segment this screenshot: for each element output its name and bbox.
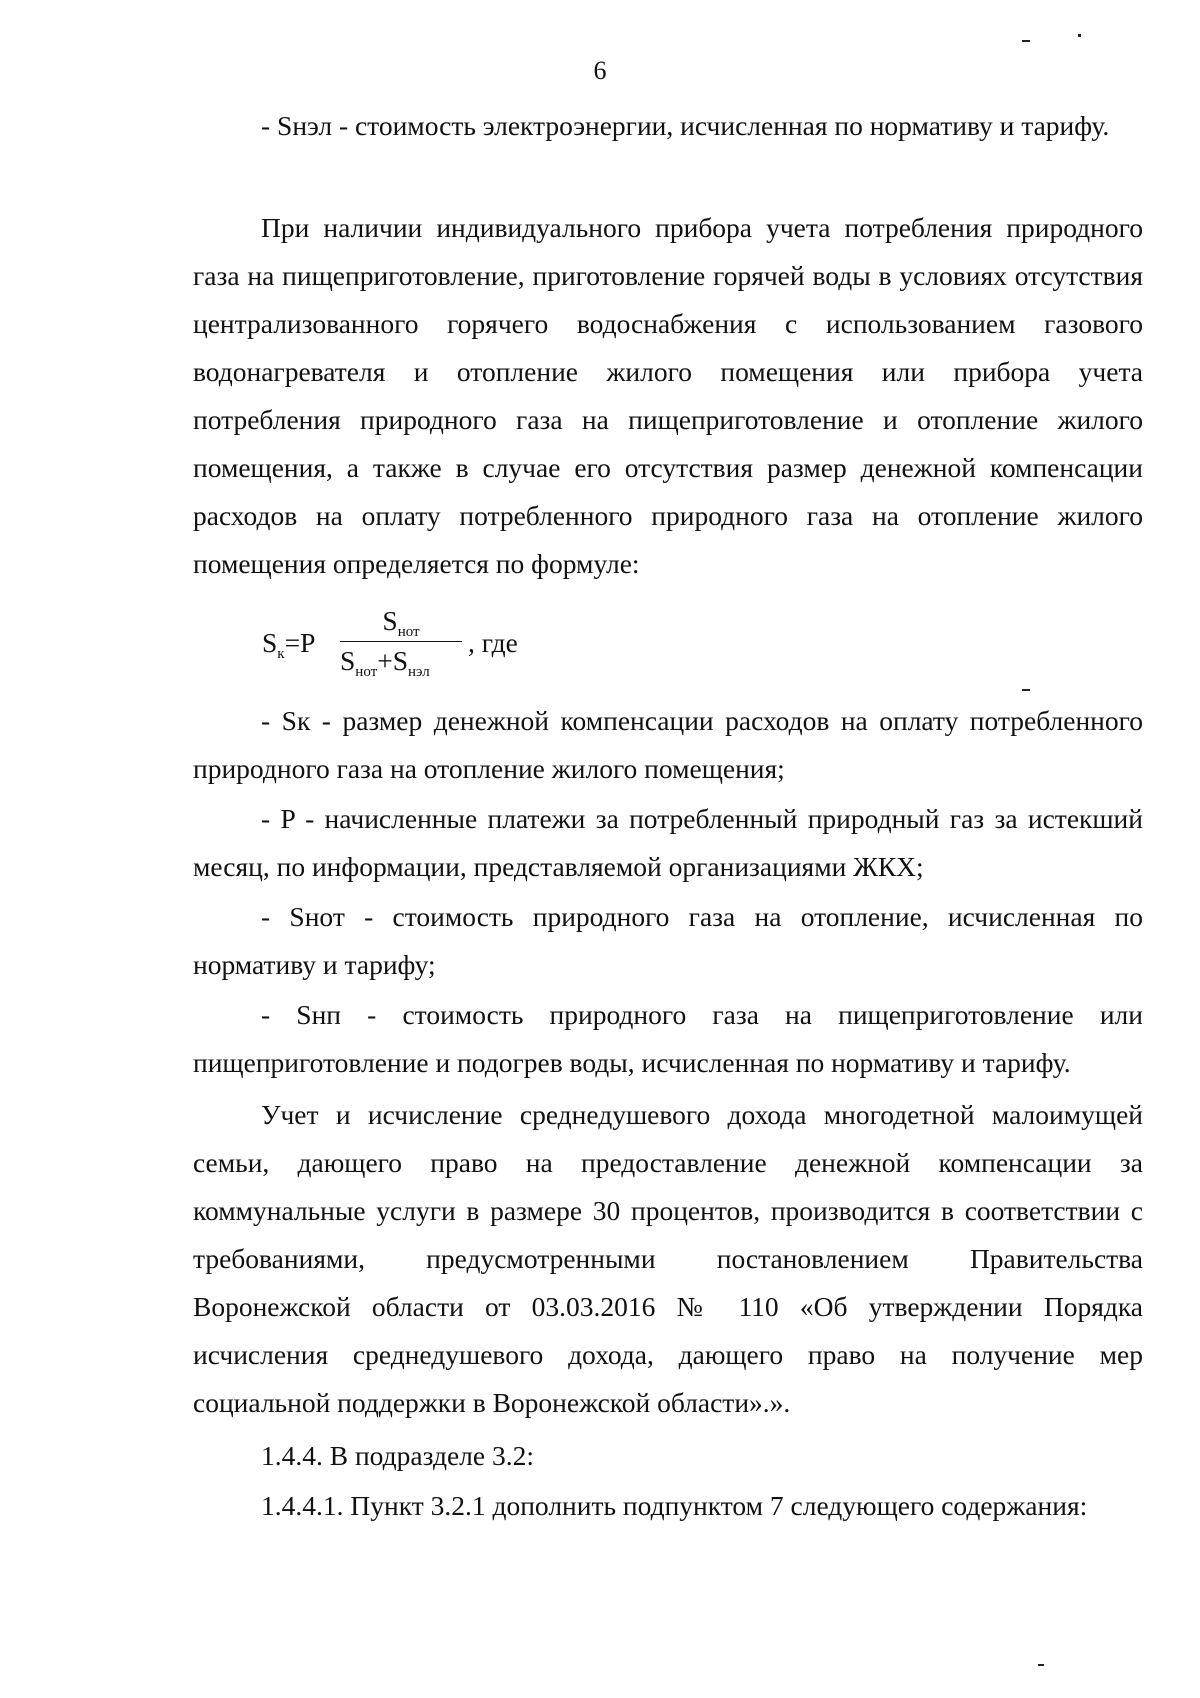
formula-numerator <box>340 605 462 641</box>
formula-num-symbol: S <box>382 605 398 636</box>
scan-speck <box>1038 1664 1044 1666</box>
compensation-formula <box>262 605 762 685</box>
paragraph-point-3-2-1 <box>193 1482 1143 1530</box>
formula-den-sub-1: нот <box>355 664 378 680</box>
formula-lhs-symbol: S <box>262 627 278 658</box>
scan-speck <box>1022 40 1030 42</box>
fraction-bar <box>340 641 462 642</box>
formula-den-plus: +S <box>377 645 408 676</box>
formula-denominator <box>340 645 470 681</box>
paragraph-text: Учет и исчисление среднедушевого дохода многодетной малоимущей семьи, дающего право на предоставление денежной компенсации за коммунальные услуги в размере 30 процентов, производится в соответствии с требованиями, предусмотренными постановлением Правительства Воронежской области от 03.03.2016 № 110 «Об утверждении Порядка исчисления среднедушевого дохода, дающего право на получение мер социальной поддержки в Воронежской области».». <box>193 1099 1143 1418</box>
formula-den-sub-2: нэл <box>408 664 430 680</box>
paragraph-subsection-3-2 <box>193 1432 1143 1480</box>
paragraph-text: - Sк - размер денежной компенсации расходов на оплату потребленного природного газа на отопление жилого помещения; <box>193 705 1143 784</box>
paragraph-snel-definition <box>193 102 1143 150</box>
formula-equals-factor: =P <box>284 627 316 658</box>
page-number: 6 <box>593 56 607 85</box>
paragraph-sk-definition <box>193 697 1143 793</box>
paragraph-snot-definition <box>193 893 1143 989</box>
paragraph-p-definition <box>193 795 1143 891</box>
paragraph-text: - Sнэл - стоимость электроэнергии, исчисленная по нормативу и тарифу. <box>261 110 1110 141</box>
formula-lhs-sub: к <box>277 646 285 662</box>
paragraph-income-calculation <box>193 1091 1143 1427</box>
paragraph-text: - P - начисленные платежи за потребленный природный газ за истекший месяц, по информации, представляемой организациями ЖКХ; <box>193 803 1143 882</box>
paragraph-text: При наличии индивидуального прибора учета потребления природного газа на пищеприготовление, приготовление горячей воды в условиях отсутствия централизованного горячего водоснабжения с использованием газового водонагревателя и отопление жилого помещения или прибора учета потребления природного газа на пищеприготовление и отопление жилого помещения, а также в случае его отсутствия размер денежной компенсации расходов на оплату потребленного природного газа на отопление жилого помещения определяется по формуле: <box>193 212 1143 579</box>
formula-num-sub: нот <box>397 624 420 640</box>
paragraph-text: - Sнот - стоимость природного газа на отопление, исчисленная по нормативу и тарифу; <box>193 901 1143 980</box>
paragraph-snp-definition <box>193 991 1143 1087</box>
paragraph-text: 1.4.4.1. Пункт 3.2.1 дополнить подпунктом 7 следующего содержания: <box>261 1490 1088 1521</box>
paragraph-text: - Sнп - стоимость природного газа на пищеприготовление или пищеприготовление и подогрев воды, исчисленная по нормативу и тарифу. <box>193 999 1143 1078</box>
formula-lhs <box>262 627 315 663</box>
formula-den-symbol-1: S <box>340 645 356 676</box>
scan-speck <box>1022 689 1030 691</box>
paragraph-text: 1.4.4. В подразделе 3.2: <box>261 1440 534 1471</box>
paragraph-gas-meter-condition <box>193 204 1143 588</box>
scan-speck <box>1078 34 1081 37</box>
formula-suffix: , где <box>468 627 518 658</box>
